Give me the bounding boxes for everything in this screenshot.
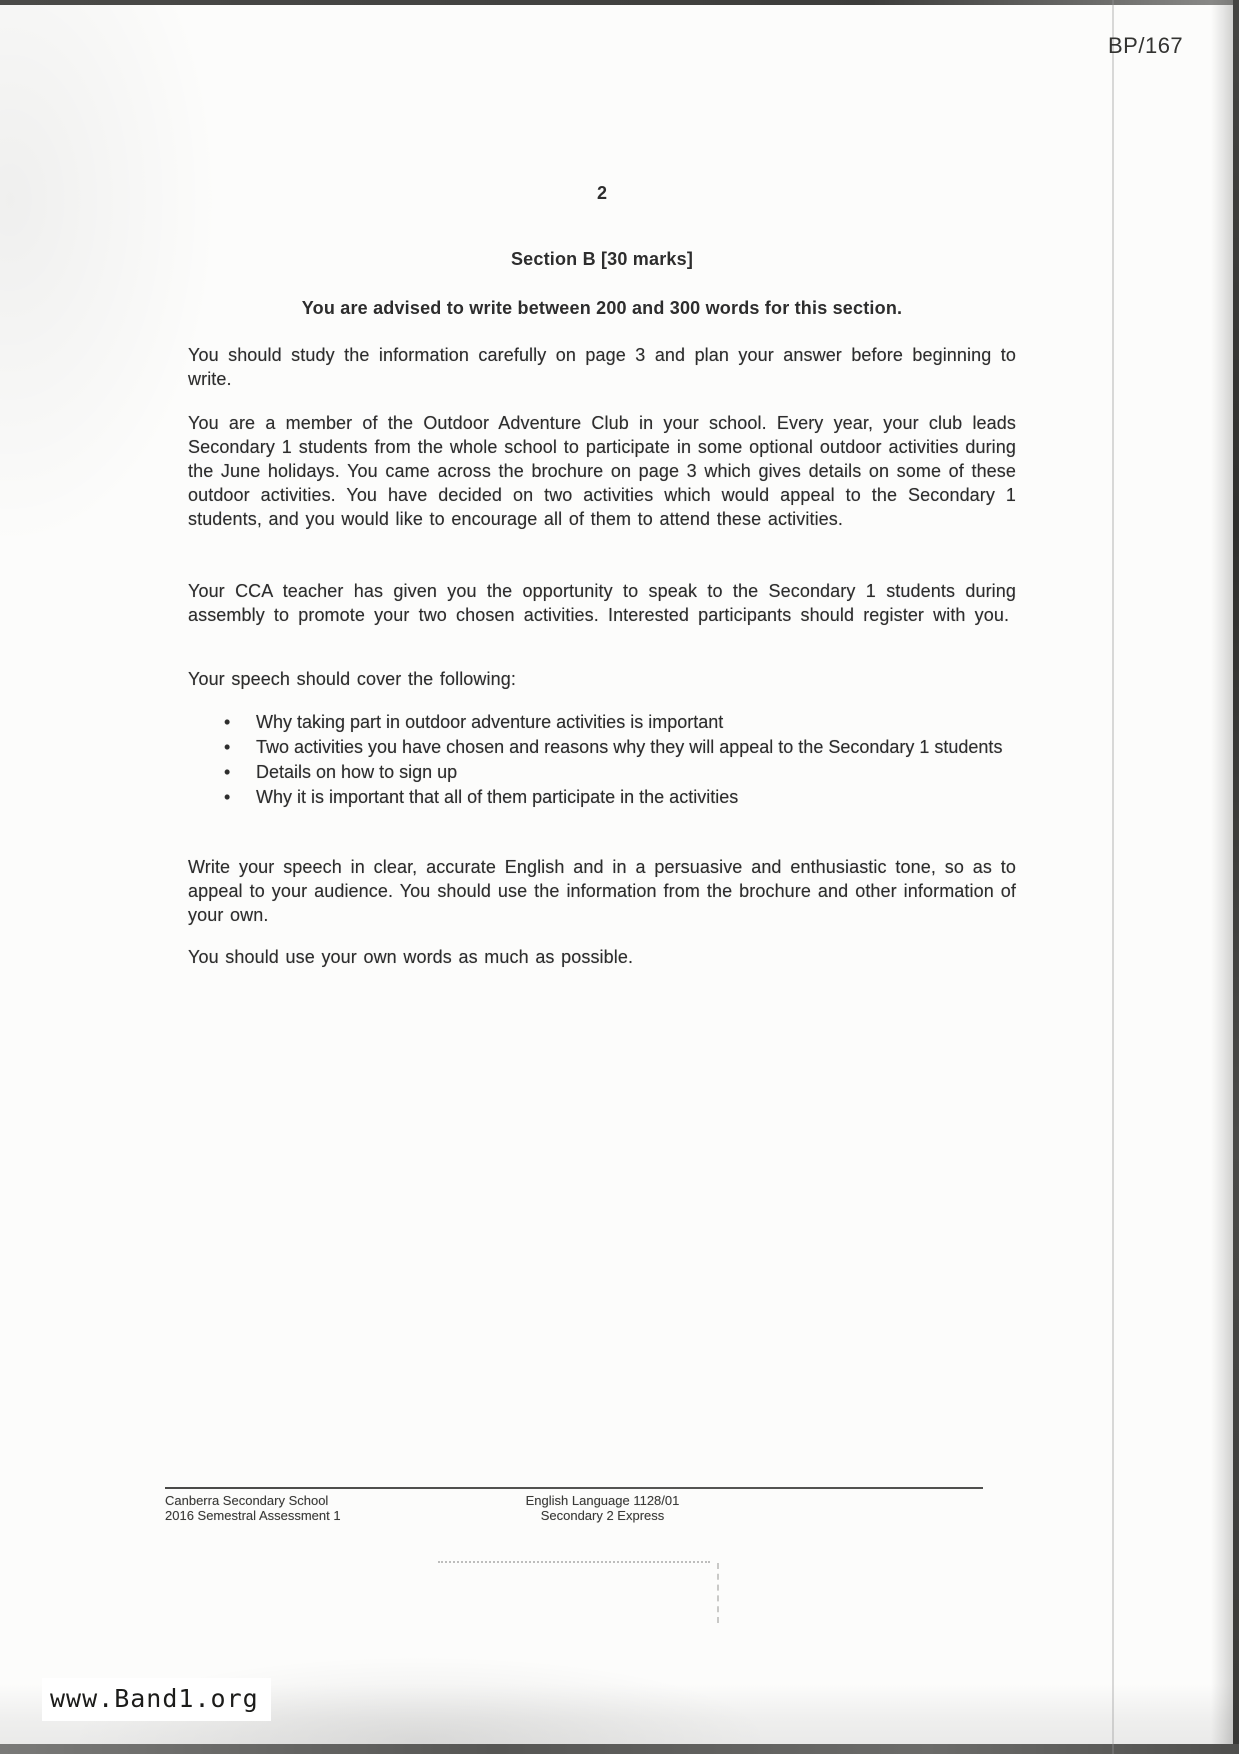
scan-dashed-tick [717, 1563, 719, 1623]
footer-paper-block [480, 1493, 725, 1523]
closing-paragraph-2: You should use your own words as much as possible. [188, 947, 634, 967]
speech-cover-lead-in: Your speech should cover the following: [188, 669, 516, 689]
section-heading: Section B [30 marks] [510, 249, 694, 269]
closing-paragraph-1: Write your speech in clear, accurate English and in a persuasive and enthusiastic tone, so as to appeal to your audience. You should use the information from the brochure and other information of your own. [188, 857, 1016, 925]
footer-divider [165, 1487, 983, 1489]
speech-point-item: • Details on how to sign up [188, 760, 1016, 785]
instruction-paragraph-3: Your CCA teacher has given you the opportunity to speak to the Secondary 1 students during assembly to promote your two chosen activities. Interested participants should register with you. [188, 581, 1016, 625]
watermark-url: www.Band1.org [42, 1678, 271, 1721]
instruction-paragraph-1: You should study the information carefully on page 3 and plan your answer before beginning to write. [188, 345, 1016, 389]
footer-subject-code: English Language 1128/01 [525, 1493, 680, 1508]
page-crease-line [1112, 0, 1114, 1754]
footer-assessment-name: 2016 Semestral Assessment 1 [165, 1508, 341, 1523]
speech-points-list [188, 710, 1016, 810]
speech-point-item: • Two activities you have chosen and reasons why they will appeal to the Secondary 1 students [188, 735, 1016, 760]
footer-level: Secondary 2 Express [540, 1508, 665, 1523]
scan-edge-bottom [0, 1744, 1239, 1754]
scan-edge-right [1233, 0, 1239, 1754]
page-number: 2 [596, 183, 607, 203]
speech-point-item: • Why taking part in outdoor adventure activities is important [188, 710, 1016, 735]
footer-school-name: Canberra Secondary School [165, 1493, 329, 1508]
page-stamp: BP/167 [1108, 33, 1184, 58]
instruction-paragraph-2: You are a member of the Outdoor Adventure Club in your school. Every year, your club leads Secondary 1 students from the whole school to participate in some optional outdoor activities during the June holidays. You came across the brochure on page 3 which gives details on some of these outdoor activities. You have decided on two activities which would appeal to the Secondary 1 students, and you would like to encourage all of them to attend these activities. [188, 413, 1016, 529]
footer-school-block [165, 1493, 341, 1523]
speech-point-item: • Why it is important that all of them participate in the activities [188, 785, 1016, 810]
section-advisory: You are advised to write between 200 and 300 words for this section. [301, 298, 903, 318]
scan-dotted-mark [438, 1561, 710, 1563]
scan-edge-top [0, 0, 1239, 5]
